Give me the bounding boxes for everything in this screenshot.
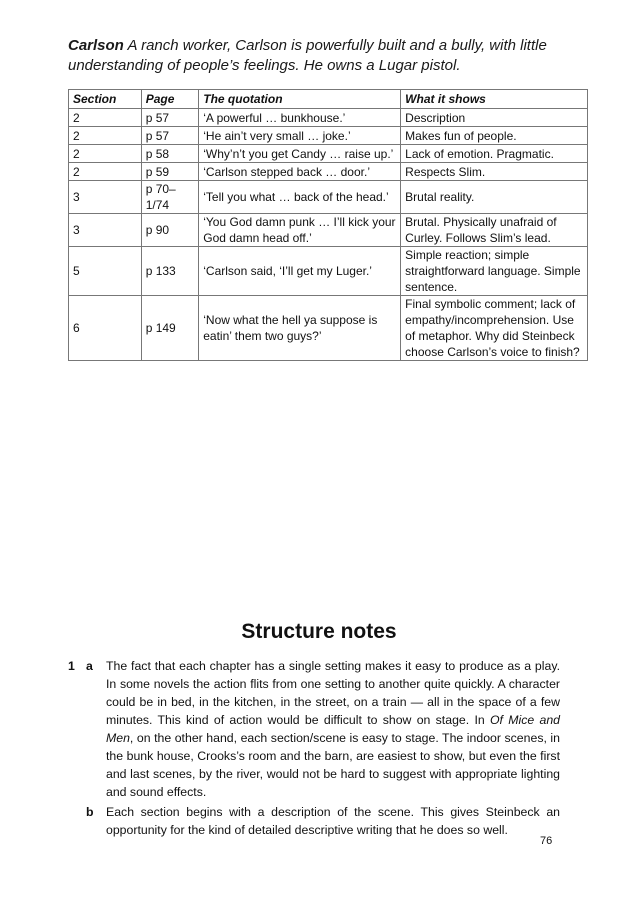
- character-description: A ranch worker, Carlson is powerfully built and a bully, with little understanding of people’s feelings. He owns a Lugar pistol.: [68, 37, 547, 74]
- table-row: [69, 296, 588, 361]
- cell-quotation: ‘Carlson stepped back … door.’: [199, 163, 401, 181]
- cell-quotation: ‘You God damn punk … I’ll kick your God damn head off.’: [199, 214, 401, 247]
- cell-section: 2: [69, 127, 142, 145]
- character-name: Carlson: [68, 37, 124, 54]
- note-item-1a: [68, 657, 560, 801]
- cell-section: 5: [69, 247, 142, 296]
- section-heading: Structure notes: [241, 620, 397, 643]
- note-item-1b: [68, 803, 560, 839]
- table-row: [69, 163, 588, 181]
- book-title: Of Mice and Men: [106, 713, 561, 745]
- table-row: [69, 127, 588, 145]
- note-text: The fact that each chapter has a single setting makes it easy to produce as a play. In some novels the action flits from one setting to another quite quickly. A character could be in bed, in the kitchen, in the street, on a train — all in the space of a few minutes. This kind of action would be difficult to show on stage. In: [106, 659, 560, 727]
- cell-what-it-shows: Simple reaction; simple straightforward language. Simple sentence.: [401, 247, 588, 296]
- header-quotation: The quotation: [199, 90, 401, 109]
- cell-what-it-shows: Brutal. Physically unafraid of Curley. Follows Slim’s lead.: [401, 214, 588, 247]
- cell-section: 2: [69, 145, 142, 163]
- table-row: [69, 181, 588, 214]
- cell-quotation: ‘Why’n’t you get Candy … raise up.’: [199, 145, 401, 163]
- header-page: Page: [141, 90, 199, 109]
- page-number: 76: [540, 835, 553, 847]
- cell-page: p 70–1/74: [141, 181, 199, 214]
- cell-section: 2: [69, 109, 142, 127]
- note-body: [106, 657, 560, 801]
- table-row: [69, 109, 588, 127]
- header-section: Section: [69, 90, 142, 109]
- note-text: , on the other hand, each section/scene is easy to stage. The indoor scenes, in the bunk house, Crooks’s room and the barn, are easiest to show, but even the first and last scenes, by the river, would not be hard to suggest with appropriate lighting and sound effects.: [106, 731, 560, 799]
- note-number: 1: [68, 659, 75, 673]
- cell-quotation: ‘Carlson said, ‘I’ll get my Luger.’: [199, 247, 401, 296]
- cell-page: p 59: [141, 163, 199, 181]
- character-intro: [68, 36, 568, 76]
- cell-quotation: ‘A powerful … bunkhouse.’: [199, 109, 401, 127]
- cell-quotation: ‘He ain’t very small … joke.’: [199, 127, 401, 145]
- cell-what-it-shows: Makes fun of people.: [401, 127, 588, 145]
- table-row: [69, 247, 588, 296]
- header-what-it-shows: What it shows: [401, 90, 588, 109]
- cell-page: p 90: [141, 214, 199, 247]
- note-letter: b: [86, 805, 94, 819]
- cell-page: p 58: [141, 145, 199, 163]
- table-header-row: [69, 90, 588, 109]
- table-row: [69, 214, 588, 247]
- cell-section: 3: [69, 181, 142, 214]
- cell-page: p 149: [141, 296, 199, 361]
- table-row: [69, 145, 588, 163]
- cell-what-it-shows: Respects Slim.: [401, 163, 588, 181]
- cell-quotation: ‘Now what the hell ya suppose is eatin’ them two guys?’: [199, 296, 401, 361]
- cell-section: 2: [69, 163, 142, 181]
- cell-section: 6: [69, 296, 142, 361]
- cell-page: p 133: [141, 247, 199, 296]
- quotation-table: [68, 89, 588, 361]
- cell-page: p 57: [141, 127, 199, 145]
- cell-what-it-shows: Description: [401, 109, 588, 127]
- structure-notes: [68, 657, 560, 839]
- cell-what-it-shows: Brutal reality.: [401, 181, 588, 214]
- note-text: Each section begins with a description of the scene. This gives Steinbeck an opportunity for the kind of detailed descriptive writing that he does so well.: [106, 805, 560, 837]
- cell-what-it-shows: Final symbolic comment; lack of empathy/incomprehension. Use of metaphor. Why did Steinbeck choose Carlson’s voice to finish?: [401, 296, 588, 361]
- cell-quotation: ‘Tell you what … back of the head.’: [199, 181, 401, 214]
- cell-what-it-shows: Lack of emotion. Pragmatic.: [401, 145, 588, 163]
- cell-page: p 57: [141, 109, 199, 127]
- cell-section: 3: [69, 214, 142, 247]
- note-letter: a: [86, 659, 93, 673]
